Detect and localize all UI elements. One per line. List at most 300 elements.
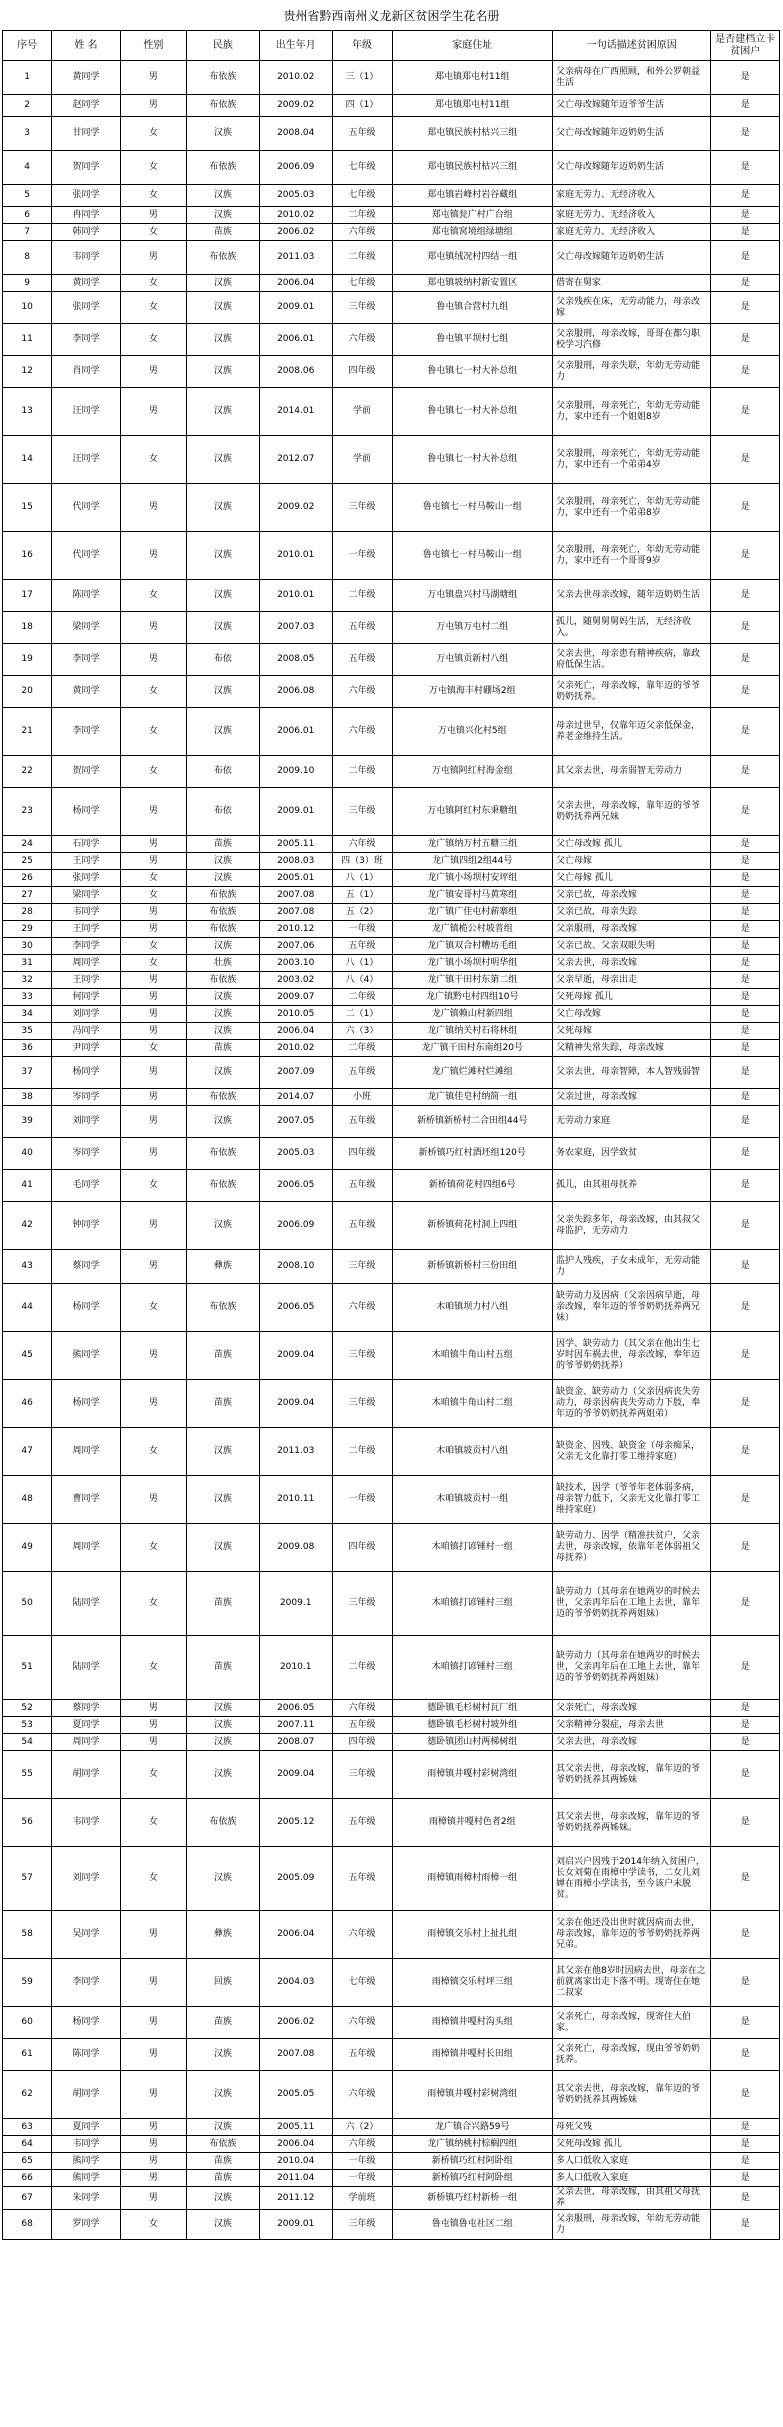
cell-reason: 缺劳动力（其母亲在她两岁的时候去世，父亲再年后在工地上去世，靠年迈的爷爷奶奶抚养两姐妹） — [553, 1636, 711, 1700]
cell-birth: 2006.09 — [259, 151, 332, 185]
cell-index: 64 — [3, 2136, 52, 2153]
cell-index: 54 — [3, 1734, 52, 1751]
cell-birth: 2009.01 — [259, 788, 332, 836]
cell-ethnicity: 汉族 — [187, 1734, 260, 1751]
cell-reason: 父亲过世，母亲改嫁 — [553, 1089, 711, 1106]
cell-birth: 2010.02 — [259, 61, 332, 95]
cell-registered: 是 — [711, 921, 780, 938]
table-row — [3, 241, 780, 275]
cell-gender: 男 — [120, 1006, 186, 1023]
cell-index: 53 — [3, 1717, 52, 1734]
cell-address: 新桥镇巧红村酒坯组120号 — [392, 1138, 553, 1170]
table-row — [3, 676, 780, 708]
cell-address: 鲁屯镇七一村大补总组 — [392, 388, 553, 436]
cell-reason: 其父亲去世，母亲改嫁，靠年迈的爷爷奶奶抚养其两姊妹 — [553, 1751, 711, 1799]
cell-index: 3 — [3, 117, 52, 151]
cell-reason: 父亲病母在广西照顾，和外公罗朝益生活 — [553, 61, 711, 95]
cell-reason: 父死母嫁 — [553, 1023, 711, 1040]
cell-name: 张同学 — [52, 870, 120, 887]
cell-address: 郑屯镇窝境组绿塘组 — [392, 224, 553, 241]
cell-registered: 是 — [711, 2170, 780, 2187]
cell-registered: 是 — [711, 1700, 780, 1717]
table-row — [3, 1524, 780, 1572]
table-row — [3, 708, 780, 756]
cell-ethnicity: 苗族 — [187, 1040, 260, 1057]
cell-ethnicity: 回族 — [187, 1959, 260, 2007]
cell-grade: 二年级 — [332, 1428, 392, 1476]
cell-address: 木咱镇坡贡村一组 — [392, 1476, 553, 1524]
table-row — [3, 2170, 780, 2187]
cell-registered: 是 — [711, 1138, 780, 1170]
table-row — [3, 1428, 780, 1476]
cell-address: 雨樟镇交乐村上扯扎组 — [392, 1911, 553, 1959]
cell-address: 德卧镇团山村两梯树组 — [392, 1734, 553, 1751]
cell-grade: 五年级 — [332, 644, 392, 676]
cell-gender: 男 — [120, 644, 186, 676]
cell-grade: 一年级 — [332, 921, 392, 938]
cell-gender: 男 — [120, 2136, 186, 2153]
cell-name: 刘同学 — [52, 1006, 120, 1023]
cell-reason: 父亲精神分裂症，母亲去世 — [553, 1717, 711, 1734]
cell-reason: 多人口低收入家庭 — [553, 2153, 711, 2170]
col-header-grade: 年级 — [332, 31, 392, 61]
cell-address: 郑屯镇郑屯村11组 — [392, 95, 553, 117]
cell-grade: 六年级 — [332, 224, 392, 241]
cell-registered: 是 — [711, 676, 780, 708]
table-row — [3, 1717, 780, 1734]
cell-birth: 2008.06 — [259, 356, 332, 388]
cell-name: 韦同学 — [52, 904, 120, 921]
cell-address: 木咱镇牛角山村二组 — [392, 1380, 553, 1428]
cell-index: 47 — [3, 1428, 52, 1476]
cell-address: 木咱镇坡贡村八组 — [392, 1428, 553, 1476]
cell-address: 新桥镇巧红村阿卧组 — [392, 2153, 553, 2170]
cell-registered: 是 — [711, 1250, 780, 1284]
cell-grade: 二年级 — [332, 1636, 392, 1700]
cell-index: 1 — [3, 61, 52, 95]
cell-address: 新桥镇巧红村新桥一组 — [392, 2187, 553, 2210]
cell-birth: 2005.03 — [259, 1138, 332, 1170]
table-row — [3, 1751, 780, 1799]
cell-grade: 七年级 — [332, 275, 392, 292]
cell-address: 郑屯镇坡纳村新安置区 — [392, 275, 553, 292]
cell-birth: 2005.12 — [259, 1799, 332, 1847]
table-row — [3, 921, 780, 938]
cell-registered: 是 — [711, 1572, 780, 1636]
cell-ethnicity: 汉族 — [187, 580, 260, 612]
cell-name: 王同学 — [52, 972, 120, 989]
cell-ethnicity: 苗族 — [187, 1572, 260, 1636]
table-row — [3, 1572, 780, 1636]
cell-name: 代同学 — [52, 532, 120, 580]
cell-gender: 男 — [120, 484, 186, 532]
cell-grade: 五年级 — [332, 612, 392, 644]
table-row — [3, 904, 780, 921]
cell-birth: 2011.03 — [259, 241, 332, 275]
cell-gender: 女 — [120, 1572, 186, 1636]
table-row — [3, 2007, 780, 2039]
cell-birth: 2009.02 — [259, 484, 332, 532]
cell-ethnicity: 苗族 — [187, 836, 260, 853]
cell-name: 黄同学 — [52, 676, 120, 708]
cell-birth: 2006.02 — [259, 2007, 332, 2039]
table-row — [3, 1057, 780, 1089]
cell-name: 韦同学 — [52, 2136, 120, 2153]
cell-registered: 是 — [711, 955, 780, 972]
cell-gender: 女 — [120, 117, 186, 151]
cell-gender: 女 — [120, 1751, 186, 1799]
cell-name: 尹同学 — [52, 1040, 120, 1057]
cell-registered: 是 — [711, 95, 780, 117]
cell-name: 李同学 — [52, 708, 120, 756]
cell-ethnicity: 汉族 — [187, 870, 260, 887]
cell-name: 毛同学 — [52, 1170, 120, 1202]
cell-reason: 父亲去世母亲改嫁，随年迈奶奶生活 — [553, 580, 711, 612]
cell-index: 18 — [3, 612, 52, 644]
cell-ethnicity: 汉族 — [187, 853, 260, 870]
cell-birth: 2010.01 — [259, 532, 332, 580]
cell-index: 26 — [3, 870, 52, 887]
table-row — [3, 1202, 780, 1250]
col-header-name: 姓 名 — [52, 31, 120, 61]
cell-grade: 六年级 — [332, 324, 392, 356]
cell-grade: 五年级 — [332, 1799, 392, 1847]
cell-grade: 二年级 — [332, 580, 392, 612]
col-header-gender: 性别 — [120, 31, 186, 61]
cell-reason: 家庭无劳力、无经济收入 — [553, 224, 711, 241]
cell-name: 甘同学 — [52, 117, 120, 151]
cell-name: 王同学 — [52, 853, 120, 870]
cell-index: 39 — [3, 1106, 52, 1138]
cell-grade: 八（1） — [332, 870, 392, 887]
cell-birth: 2006.04 — [259, 2136, 332, 2153]
cell-grade: 四年级 — [332, 356, 392, 388]
cell-name: 贺同学 — [52, 151, 120, 185]
cell-ethnicity: 布依族 — [187, 2136, 260, 2153]
cell-grade: 六年级 — [332, 2136, 392, 2153]
cell-grade: 七年级 — [332, 151, 392, 185]
cell-name: 李同学 — [52, 938, 120, 955]
cell-birth: 2005.11 — [259, 2119, 332, 2136]
cell-index: 50 — [3, 1572, 52, 1636]
cell-index: 38 — [3, 1089, 52, 1106]
cell-ethnicity: 布依族 — [187, 972, 260, 989]
table-row — [3, 436, 780, 484]
cell-gender: 女 — [120, 1799, 186, 1847]
cell-grade: 五年级 — [332, 1170, 392, 1202]
cell-name: 张同学 — [52, 292, 120, 324]
cell-grade: 二（1） — [332, 1006, 392, 1023]
cell-birth: 2010.02 — [259, 207, 332, 224]
cell-ethnicity: 汉族 — [187, 292, 260, 324]
cell-ethnicity: 彝族 — [187, 1911, 260, 1959]
cell-reason: 借寄在舅家 — [553, 275, 711, 292]
cell-index: 4 — [3, 151, 52, 185]
cell-address: 万屯镇万屯村二组 — [392, 612, 553, 644]
cell-birth: 2006.08 — [259, 676, 332, 708]
cell-registered: 是 — [711, 2136, 780, 2153]
cell-registered: 是 — [711, 1380, 780, 1428]
col-header-birth: 出生年月 — [259, 31, 332, 61]
cell-index: 7 — [3, 224, 52, 241]
cell-reason: 父亲去世，母亲改嫁，靠年迈的爷爷奶奶抚养两兄妹 — [553, 788, 711, 836]
cell-birth: 2004.03 — [259, 1959, 332, 2007]
cell-ethnicity: 汉族 — [187, 532, 260, 580]
cell-ethnicity: 汉族 — [187, 1476, 260, 1524]
cell-index: 23 — [3, 788, 52, 836]
cell-ethnicity: 汉族 — [187, 1006, 260, 1023]
col-header-ethnicity: 民族 — [187, 31, 260, 61]
cell-grade: 四年级 — [332, 1138, 392, 1170]
cell-name: 石同学 — [52, 836, 120, 853]
table-row — [3, 185, 780, 207]
cell-gender: 男 — [120, 1138, 186, 1170]
cell-gender: 男 — [120, 2187, 186, 2210]
table-row — [3, 887, 780, 904]
cell-address: 鲁屯镇合营村九组 — [392, 292, 553, 324]
cell-name: 韩同学 — [52, 224, 120, 241]
table-row — [3, 1250, 780, 1284]
table-row — [3, 2210, 780, 2240]
cell-name: 王同学 — [52, 921, 120, 938]
cell-reason: 刘启兴户因残于2014年纳入贫困户，长女刘菊在雨樟中学读书，二女儿刘婵在雨樟小学读书，至今该户未脱贫。 — [553, 1847, 711, 1911]
cell-name: 黄同学 — [52, 61, 120, 95]
table-row — [3, 484, 780, 532]
cell-birth: 2006.04 — [259, 1911, 332, 1959]
cell-ethnicity: 壮族 — [187, 955, 260, 972]
table-row — [3, 972, 780, 989]
cell-registered: 是 — [711, 1332, 780, 1380]
cell-birth: 2010.05 — [259, 1006, 332, 1023]
table-row — [3, 224, 780, 241]
cell-index: 31 — [3, 955, 52, 972]
cell-gender: 男 — [120, 1106, 186, 1138]
table-row — [3, 1106, 780, 1138]
cell-registered: 是 — [711, 1476, 780, 1524]
table-row — [3, 2187, 780, 2210]
cell-grade: 六年级 — [332, 1911, 392, 1959]
cell-grade: 一年级 — [332, 1476, 392, 1524]
cell-address: 龙广镇黔屯村四组10号 — [392, 989, 553, 1006]
cell-index: 33 — [3, 989, 52, 1006]
cell-reason: 父亲服刑，母亲死亡，年幼无劳动能力，家中还有一个姐姐8岁 — [553, 388, 711, 436]
cell-reason: 监护人残疾，子女未成年，无劳动能力 — [553, 1250, 711, 1284]
cell-index: 2 — [3, 95, 52, 117]
cell-gender: 女 — [120, 1636, 186, 1700]
cell-registered: 是 — [711, 1023, 780, 1040]
cell-index: 8 — [3, 241, 52, 275]
cell-reason: 父亲残疾在床，无劳动能力，母亲改嫁 — [553, 292, 711, 324]
cell-grade: 五年级 — [332, 1106, 392, 1138]
cell-reason: 父亲服刑，母亲死亡，年幼无劳动能力，家中还有一个弟弟8岁 — [553, 484, 711, 532]
cell-ethnicity: 汉族 — [187, 275, 260, 292]
table-row — [3, 1959, 780, 2007]
cell-birth: 2009.04 — [259, 1380, 332, 1428]
cell-index: 68 — [3, 2210, 52, 2240]
cell-registered: 是 — [711, 2210, 780, 2240]
cell-registered: 是 — [711, 904, 780, 921]
cell-registered: 是 — [711, 756, 780, 788]
cell-birth: 2005.01 — [259, 870, 332, 887]
cell-birth: 2007.05 — [259, 1106, 332, 1138]
cell-index: 57 — [3, 1847, 52, 1911]
cell-registered: 是 — [711, 1636, 780, 1700]
cell-ethnicity: 布依族 — [187, 1284, 260, 1332]
cell-name: 韦同学 — [52, 241, 120, 275]
cell-grade: 学前班 — [332, 2187, 392, 2210]
cell-birth: 2008.03 — [259, 853, 332, 870]
cell-name: 岑同学 — [52, 1089, 120, 1106]
cell-ethnicity: 汉族 — [187, 612, 260, 644]
cell-reason: 因学、缺劳动力（其父亲在他出生七岁时因车祸去世，母亲改嫁，奉年迈的爷爷奶奶抚养） — [553, 1332, 711, 1380]
cell-reason: 缺劳动力及因病（父亲因病早逝，母亲改嫁，奉年迈的爷爷奶奶抚养两兄妹） — [553, 1284, 711, 1332]
table-row — [3, 1380, 780, 1428]
cell-name: 胡同学 — [52, 2071, 120, 2119]
cell-reason: 母亲过世早，仅靠年迈父亲低保金，养老金维持生活。 — [553, 708, 711, 756]
cell-name: 夏同学 — [52, 2119, 120, 2136]
cell-gender: 女 — [120, 870, 186, 887]
cell-name: 周同学 — [52, 1734, 120, 1751]
cell-grade: 五年级 — [332, 1202, 392, 1250]
cell-address: 龙广镇广佳屯村薪寨组 — [392, 904, 553, 921]
cell-address: 万屯镇兴化村5组 — [392, 708, 553, 756]
cell-gender: 女 — [120, 324, 186, 356]
cell-ethnicity: 苗族 — [187, 1636, 260, 1700]
cell-gender: 男 — [120, 612, 186, 644]
cell-address: 木咱镇打谚锤村三组 — [392, 1572, 553, 1636]
cell-gender: 女 — [120, 1847, 186, 1911]
table-row — [3, 356, 780, 388]
cell-ethnicity: 汉族 — [187, 1751, 260, 1799]
cell-reason: 缺资金、因残、缺资金（母亲痴呆，父亲无文化靠打零工维持家庭） — [553, 1428, 711, 1476]
cell-address: 龙广镇合兴路59号 — [392, 2119, 553, 2136]
cell-grade: 六年级 — [332, 1284, 392, 1332]
cell-reason: 父亲失踪多年，母亲改嫁，由其叔父母监护，无劳动力 — [553, 1202, 711, 1250]
cell-index: 48 — [3, 1476, 52, 1524]
cell-gender: 男 — [120, 2170, 186, 2187]
cell-address: 雨樟镇交乐村坪三组 — [392, 1959, 553, 2007]
cell-name: 冯同学 — [52, 1023, 120, 1040]
cell-registered: 是 — [711, 708, 780, 756]
table-row — [3, 1476, 780, 1524]
cell-grade: 六年级 — [332, 836, 392, 853]
cell-gender: 男 — [120, 241, 186, 275]
cell-registered: 是 — [711, 2119, 780, 2136]
cell-registered: 是 — [711, 1040, 780, 1057]
cell-ethnicity: 布依族 — [187, 1138, 260, 1170]
table-row — [3, 2071, 780, 2119]
cell-birth: 2009.1 — [259, 1572, 332, 1636]
cell-registered: 是 — [711, 61, 780, 95]
cell-reason: 缺资金、缺劳动力（父亲因病丧失劳动力，母亲因病丧失劳动力下肢，奉年迈的爷爷奶奶抚养两姐弟） — [553, 1380, 711, 1428]
cell-index: 10 — [3, 292, 52, 324]
cell-birth: 2012.07 — [259, 436, 332, 484]
cell-index: 6 — [3, 207, 52, 224]
cell-reason: 无劳动力家庭 — [553, 1106, 711, 1138]
cell-ethnicity: 汉族 — [187, 388, 260, 436]
cell-grade: 五（1） — [332, 887, 392, 904]
cell-name: 代同学 — [52, 484, 120, 532]
cell-registered: 是 — [711, 1717, 780, 1734]
cell-ethnicity: 布依族 — [187, 1089, 260, 1106]
cell-gender: 男 — [120, 853, 186, 870]
cell-address: 郑屯镇岩峰村岩谷藏组 — [392, 185, 553, 207]
cell-name: 赵同学 — [52, 95, 120, 117]
cell-index: 32 — [3, 972, 52, 989]
cell-name: 李同学 — [52, 1959, 120, 2007]
cell-gender: 男 — [120, 1476, 186, 1524]
cell-birth: 2006.04 — [259, 1023, 332, 1040]
cell-name: 汪同学 — [52, 436, 120, 484]
cell-ethnicity: 布依 — [187, 644, 260, 676]
cell-registered: 是 — [711, 207, 780, 224]
cell-gender: 男 — [120, 1250, 186, 1284]
cell-grade: 三年级 — [332, 1380, 392, 1428]
cell-birth: 2008.10 — [259, 1250, 332, 1284]
cell-gender: 男 — [120, 836, 186, 853]
cell-name: 汪同学 — [52, 388, 120, 436]
cell-registered: 是 — [711, 989, 780, 1006]
cell-ethnicity: 汉族 — [187, 1023, 260, 1040]
cell-gender: 男 — [120, 2071, 186, 2119]
cell-name: 杨同学 — [52, 1380, 120, 1428]
cell-registered: 是 — [711, 870, 780, 887]
cell-birth: 2006.01 — [259, 324, 332, 356]
table-row — [3, 95, 780, 117]
cell-address: 龙广镇纳万村五糖三组 — [392, 836, 553, 853]
cell-address: 新桥镇荷花村洞上四组 — [392, 1202, 553, 1250]
table-row — [3, 1332, 780, 1380]
table-row — [3, 1138, 780, 1170]
cell-gender: 女 — [120, 151, 186, 185]
cell-birth: 2006.09 — [259, 1202, 332, 1250]
cell-registered: 是 — [711, 972, 780, 989]
cell-ethnicity: 汉族 — [187, 1524, 260, 1572]
cell-reason: 父亲在他还没出世时就因病而去世，母亲改嫁，靠年迈的爷爷奶奶抚养两兄弟。 — [553, 1911, 711, 1959]
cell-registered: 是 — [711, 2187, 780, 2210]
cell-reason: 其父亲去世，母亲改嫁，靠年迈的爷爷奶奶抚养两姊妹。 — [553, 1799, 711, 1847]
table-row — [3, 1040, 780, 1057]
cell-name: 杨同学 — [52, 2007, 120, 2039]
cell-grade: 学前 — [332, 436, 392, 484]
cell-reason: 父亲服刑，母亲改嫁，哥哥在都匀职校学习汽修 — [553, 324, 711, 356]
cell-birth: 2014.01 — [259, 388, 332, 436]
cell-gender: 男 — [120, 1202, 186, 1250]
cell-grade: 四（1） — [332, 95, 392, 117]
table-row — [3, 870, 780, 887]
cell-birth: 2009.08 — [259, 1524, 332, 1572]
cell-address: 木咱镇打谚锤村三组 — [392, 1636, 553, 1700]
cell-index: 27 — [3, 887, 52, 904]
cell-name: 夏同学 — [52, 1717, 120, 1734]
cell-registered: 是 — [711, 788, 780, 836]
table-row — [3, 117, 780, 151]
cell-ethnicity: 布依族 — [187, 921, 260, 938]
cell-index: 67 — [3, 2187, 52, 2210]
cell-reason: 父亲服刑，母亲改嫁，年幼无劳动能力 — [553, 2210, 711, 2240]
cell-gender: 女 — [120, 185, 186, 207]
cell-index: 40 — [3, 1138, 52, 1170]
cell-birth: 2011.03 — [259, 1428, 332, 1476]
cell-reason: 孤儿，由其祖母抚养 — [553, 1170, 711, 1202]
cell-gender: 女 — [120, 756, 186, 788]
cell-birth: 2007.08 — [259, 887, 332, 904]
cell-birth: 2008.05 — [259, 644, 332, 676]
cell-index: 34 — [3, 1006, 52, 1023]
cell-name: 熊同学 — [52, 1332, 120, 1380]
cell-ethnicity: 汉族 — [187, 1847, 260, 1911]
cell-address: 万屯镇盘兴村马湖塘组 — [392, 580, 553, 612]
